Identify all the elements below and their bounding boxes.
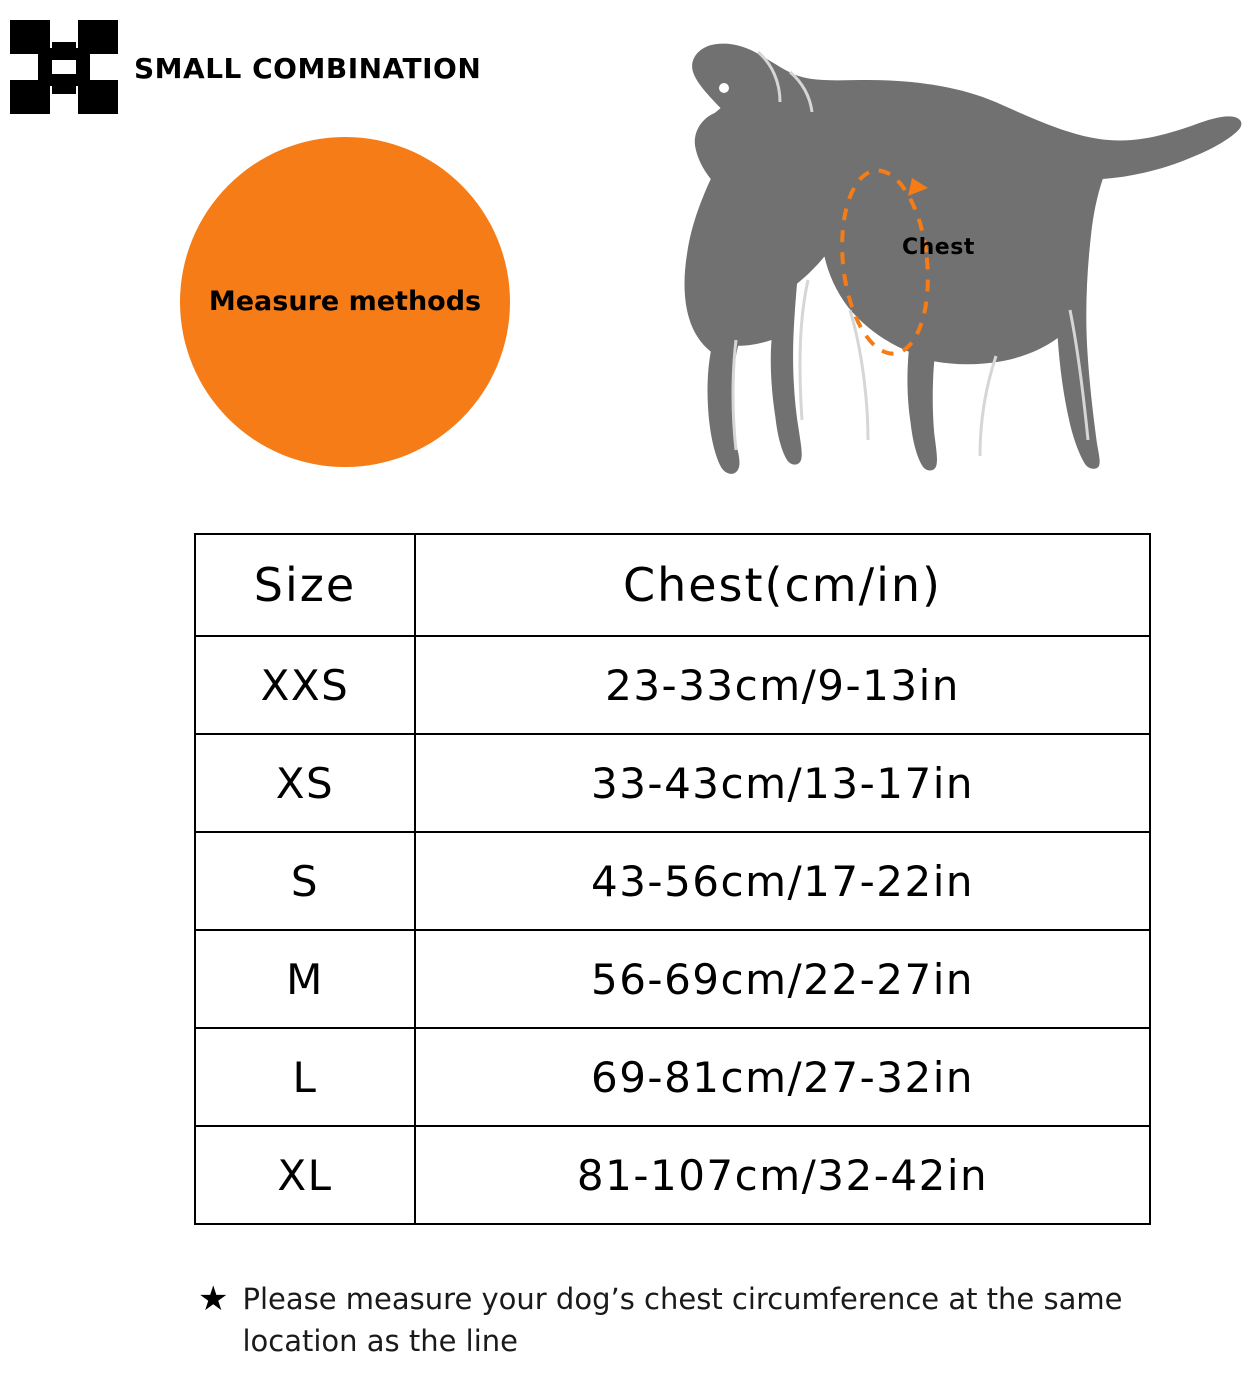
size-chart-table xyxy=(194,533,1151,1225)
cell-size: L xyxy=(195,1028,415,1126)
cell-size: S xyxy=(195,832,415,930)
cell-size: XS xyxy=(195,734,415,832)
footnote-text: Please measure your dog’s chest circumference at the same location as the line xyxy=(242,1282,1123,1359)
table-header-row xyxy=(195,534,1150,636)
cell-chest: 43-56cm/17-22in xyxy=(415,832,1150,930)
column-header-size: Size xyxy=(195,534,415,636)
measure-methods-label: Measure methods xyxy=(208,285,482,317)
cell-chest: 23-33cm/9-13in xyxy=(415,636,1150,734)
brand-header xyxy=(8,18,481,118)
cell-size: M xyxy=(195,930,415,1028)
cell-size: XL xyxy=(195,1126,415,1224)
table-row xyxy=(195,734,1150,832)
cell-size: XXS xyxy=(195,636,415,734)
table-row xyxy=(195,636,1150,734)
dog-silhouette-icon xyxy=(640,10,1250,510)
measure-methods-badge xyxy=(180,137,510,467)
footnote xyxy=(198,1278,1178,1362)
cell-chest: 56-69cm/22-27in xyxy=(415,930,1150,1028)
cell-chest: 33-43cm/13-17in xyxy=(415,734,1150,832)
star-icon: ★ xyxy=(198,1279,229,1319)
table-row xyxy=(195,832,1150,930)
column-header-chest: Chest(cm/in) xyxy=(415,534,1150,636)
table-row xyxy=(195,1028,1150,1126)
cell-chest: 81-107cm/32-42in xyxy=(415,1126,1150,1224)
pinwheel-logo-icon xyxy=(8,18,120,118)
cell-chest: 69-81cm/27-32in xyxy=(415,1028,1150,1126)
chest-label: Chest xyxy=(902,235,975,260)
brand-title: SMALL COMBINATION xyxy=(134,51,482,85)
table-row xyxy=(195,1126,1150,1224)
dog-illustration xyxy=(640,10,1250,510)
table-row xyxy=(195,930,1150,1028)
